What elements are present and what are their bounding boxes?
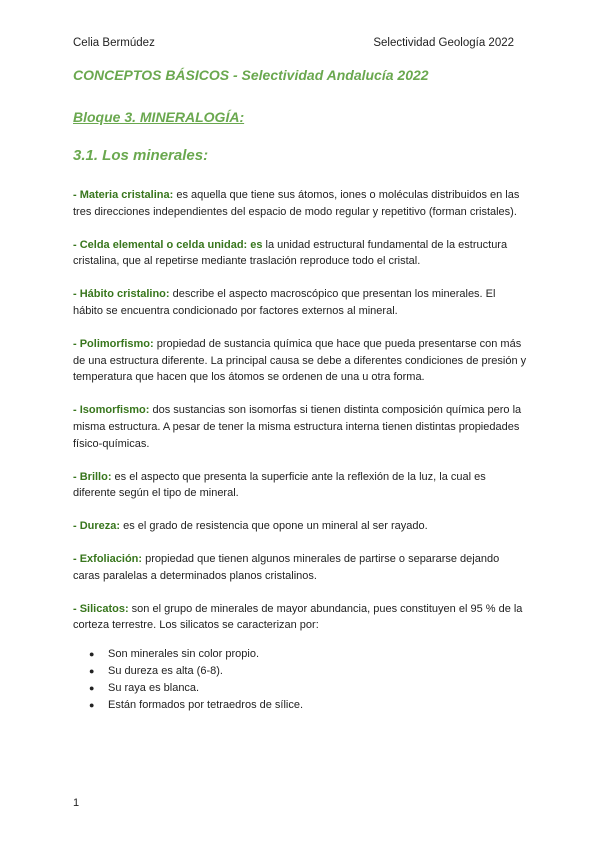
definition-silicatos — [73, 601, 528, 635]
definition-polimorfismo — [73, 336, 528, 386]
header-author: Celia Bermúdez — [73, 37, 155, 49]
definition-exfoliacion — [73, 551, 528, 585]
definition-term: - Exfoliación: — [73, 552, 143, 565]
bullet-icon: ● — [89, 649, 95, 660]
list-item — [89, 680, 528, 697]
bullet-icon: ● — [89, 699, 95, 710]
section-heading: 3.1. Los minerales: — [73, 147, 209, 164]
page-content — [73, 66, 528, 713]
definition-text: describe el aspecto macroscópico que presentan los minerales. El hábito se encuentra condicionado por factores externos al mineral. — [73, 288, 496, 317]
block-heading: Bloque 3. MINERALOGÍA: — [73, 109, 245, 125]
definition-text: es aquella que tiene sus átomos, iones o moléculas distribuidos en las tres direcciones independientes del espacio de modo regular y repetitivo (forman cristales). — [73, 189, 520, 218]
list-item — [89, 646, 528, 663]
silicatos-characteristics-list — [73, 646, 528, 713]
definition-text: es el grado de resistencia que opone un mineral al ser rayado. — [120, 520, 428, 533]
definition-term: - Silicatos: — [73, 602, 129, 615]
definition-term: - Celda elemental o celda unidad: es — [73, 238, 263, 251]
document-title: CONCEPTOS BÁSICOS - Selectividad Andalucía 2022 — [73, 67, 429, 83]
definition-text: la unidad estructural fundamental de la estructura cristalina, que al repetirse mediante traslación reproduce todo el cristal. — [73, 238, 508, 268]
definition-text: dos sustancias son isomorfas si tienen distinta composición química pero la misma estructura. A pesar de tener la misma estructura interna tienen distintas propiedades físico-químicas. — [73, 404, 522, 450]
definition-dureza — [73, 518, 528, 535]
definition-materia-cristalina — [73, 187, 528, 221]
definition-term: - Brillo: — [73, 470, 112, 483]
list-item — [89, 663, 528, 680]
definition-brillo — [73, 469, 528, 503]
definition-text: son el grupo de minerales de mayor abundancia, pues constituyen el 95 % de la corteza terrestre. Los silicatos se caracterizan por: — [73, 602, 523, 632]
bullet-icon: ● — [89, 665, 95, 676]
page-number: 1 — [73, 797, 80, 809]
definition-term: - Materia cristalina: — [73, 189, 174, 201]
definition-text: propiedad de sustancia química que hace que pueda presentarse con más de una estructura diferente. La principal causa se debe a diferentes condiciones de presión y temperatura que hacen que los átomos se ordenen de una u otra forma. — [73, 337, 527, 384]
definition-text: es el aspecto que presenta la superficie ante la reflexión de la luz, la cual es diferente según el tipo de mineral. — [73, 470, 486, 500]
definition-isomorfismo — [73, 402, 528, 452]
list-item-text: Su dureza es alta (6-8). — [108, 664, 223, 677]
bullet-icon: ● — [89, 682, 95, 693]
definition-habito-cristalino — [73, 286, 528, 320]
list-item-text: Su raya es blanca. — [108, 681, 200, 694]
definition-term: - Dureza: — [73, 520, 121, 533]
header-subject: Selectividad Geología 2022 — [373, 37, 514, 49]
list-item-text: Son minerales sin color propio. — [108, 648, 260, 661]
definition-term: - Hábito cristalino: — [73, 288, 170, 301]
definition-term: - Polimorfismo: — [73, 337, 154, 350]
definition-celda-elemental — [73, 237, 528, 271]
definition-text: propiedad que tienen algunos minerales de partirse o separarse dejando caras paralelas a determinados planos cristalinos. — [73, 552, 500, 582]
list-item-text: Están formados por tetraedros de sílice. — [108, 698, 304, 711]
definition-term: - Isomorfismo: — [73, 404, 150, 417]
list-item — [89, 697, 528, 714]
